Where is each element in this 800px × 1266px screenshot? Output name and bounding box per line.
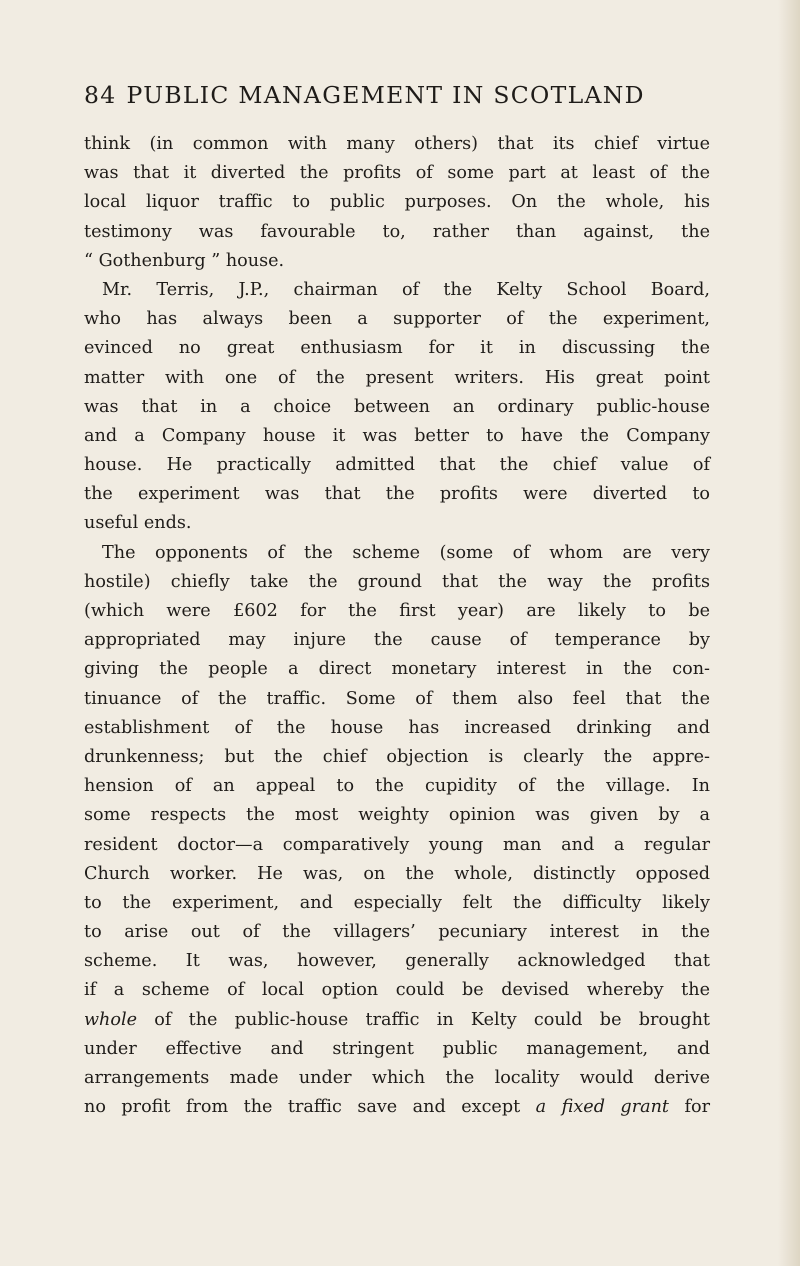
running-title: PUBLIC MANAGEMENT IN SCOTLAND — [126, 81, 645, 109]
text-line: useful ends. — [84, 513, 192, 534]
text-line: “ Gothenburg ” house. — [84, 250, 285, 271]
text-line: resident doctor—a comparatively young man and a regular — [84, 834, 710, 855]
running-header — [84, 80, 724, 110]
text-line: and a Company house it was better to have the Company — [84, 425, 710, 446]
text-line: hension of an appeal to the cupidity of the village. In — [84, 776, 710, 797]
text-line: the experiment was that the profits were diverted to — [84, 484, 710, 505]
text-line: Church worker. He was, on the whole, distinctly opposed — [84, 863, 710, 884]
text-line: was that it diverted the profits of some part at least of the — [84, 163, 710, 184]
text-line: to arise out of the villagers’ pecuniary interest in the — [84, 922, 710, 943]
text-line: evinced no great enthusiasm for it in discussing the — [84, 338, 710, 359]
text-span: no profit from the traffic save and except — [84, 1097, 536, 1118]
text-line: appropriated may injure the cause of temperance by — [84, 630, 710, 651]
text-line: some respects the most weighty opinion was given by a — [84, 805, 710, 826]
text-line: testimony was favourable to, rather than against, the — [84, 221, 710, 242]
text-line: scheme. It was, however, generally acknowledged that — [84, 951, 710, 972]
italic-word: whole — [84, 1009, 138, 1030]
text-line: house. He practically admitted that the chief value of — [84, 455, 710, 476]
page-edge-shadow — [778, 0, 800, 1266]
text-line: under effective and stringent public management, and — [84, 1038, 710, 1059]
text-line — [84, 1093, 710, 1122]
text-line: think (in common with many others) that its chief virtue — [84, 134, 710, 154]
text-line: (which were £602 for the first year) are likely to be — [84, 601, 710, 621]
text-line: to the experiment, and especially felt the difficulty likely — [84, 892, 710, 913]
text-line: local liquor traffic to public purposes. On the whole, his — [84, 192, 710, 213]
text-line: arrangements made under which the locality would derive — [84, 1068, 710, 1088]
paragraph-start: The opponents of the scheme (some of whom are very — [102, 542, 710, 563]
text-line: giving the people a direct monetary interest in the con- — [84, 659, 710, 680]
paragraph-start: Mr. Terris, J.P., chairman of the Kelty School Board, — [102, 279, 710, 300]
text-line: who has always been a supporter of the experiment, — [84, 309, 710, 330]
text-line: establishment of the house has increased drinking and — [84, 717, 710, 738]
text-line: was that in a choice between an ordinary public-house — [84, 396, 710, 417]
text-line: if a scheme of local option could be devised whereby the — [84, 980, 710, 1001]
text-line: matter with one of the present writers. His great point — [84, 367, 710, 388]
text-line: drunkenness; but the chief objection is clearly the appre- — [84, 746, 710, 767]
page-number: 84 — [84, 81, 117, 109]
body-text — [84, 130, 710, 1122]
text-line: tinuance of the traffic. Some of them also feel that the — [84, 688, 710, 709]
text-line — [84, 1006, 710, 1035]
text-line: hostile) chiefly take the ground that the way the profits — [84, 571, 710, 592]
text-span: for — [669, 1097, 710, 1118]
text-span: of the public-house traffic in Kelty could be brought — [137, 1009, 710, 1030]
italic-phrase: a fixed grant — [535, 1097, 669, 1118]
